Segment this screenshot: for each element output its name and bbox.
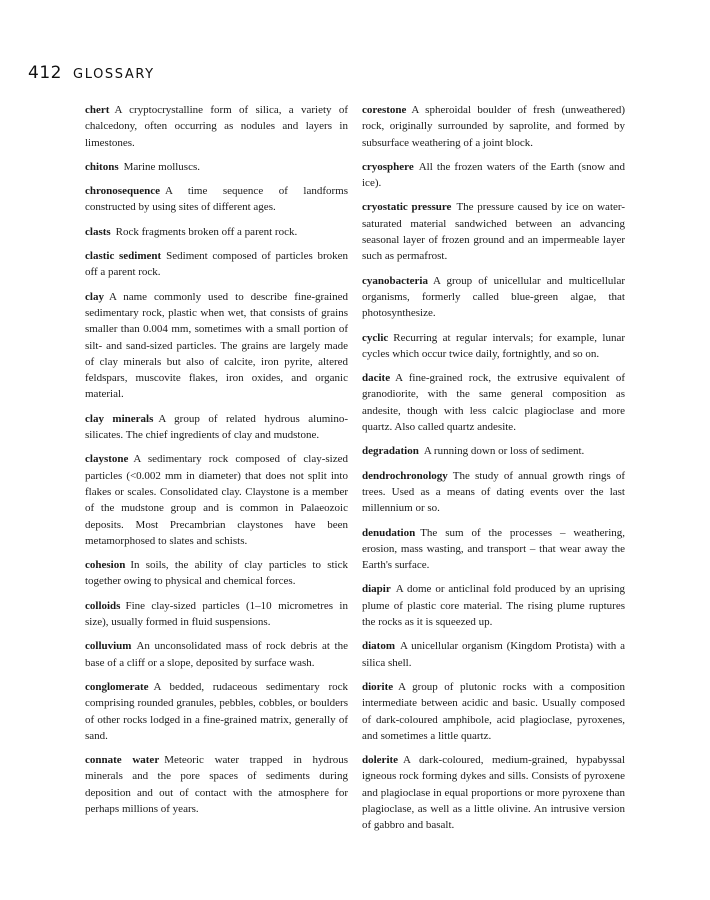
glossary-entry — [362, 370, 625, 435]
entry-term: conglomerate — [85, 680, 149, 693]
entry-definition: A dark-coloured, medium-grained, hypabyssal igneous rock forming dykes and sills. Consists of pyroxene and plagioclase in equal proportions or more pyroxene than plagioclase, as well as a little olivine. An intrusive version of gabbro and basalt. — [362, 754, 625, 832]
glossary-entry — [362, 159, 625, 192]
glossary-entry — [362, 199, 625, 264]
entry-term: chronosequence — [85, 185, 160, 198]
entry-term: clay — [85, 290, 104, 303]
entry-term: cohesion — [85, 559, 126, 572]
glossary-entry — [362, 638, 625, 671]
entry-definition: A spheroidal boulder of fresh (unweathered) rock, originally surrounded by saprolite, and formed by subsurface weathering of a joint block. — [362, 104, 625, 149]
glossary-entry — [85, 557, 348, 590]
glossary-entry — [85, 638, 348, 671]
entry-definition: The study of annual growth rings of trees. Used as a means of dating events over the last millennium or so. — [362, 469, 625, 515]
entry-definition: Sediment composed of particles broken off a parent rock. — [85, 250, 349, 279]
entry-definition: A time sequence of landforms constructed by using sites of different ages. — [85, 185, 348, 214]
glossary-entry — [362, 443, 625, 459]
entry-term: corestone — [362, 104, 407, 116]
entry-term: diorite — [362, 680, 394, 693]
entry-term: clay minerals — [85, 412, 154, 425]
entry-definition: A group of unicellular and multicellular organisms, formerly called blue-green algae, that photosynthesize. — [362, 274, 625, 320]
entry-definition: Recurring at regular intervals; for example, lunar cycles which occur twice daily, fortnightly, and so on. — [362, 331, 625, 360]
entry-definition: Rock fragments broken off a parent rock. — [115, 225, 298, 238]
entry-term: connate water — [85, 754, 160, 767]
entry-term: cyclic — [362, 331, 389, 344]
entry-term: chitons — [85, 160, 119, 173]
entry-term: dendrochronology — [362, 469, 448, 482]
entry-term: clastic sediment — [85, 250, 162, 263]
entry-definition: A bedded, rudaceous sedimentary rock comprising rounded granules, pebbles, cobbles, or boulders of other rocks lodged in a fine-grained matrix, generally of sand. — [85, 680, 348, 742]
glossary-entry — [85, 752, 348, 817]
entry-term: colloids — [85, 599, 121, 612]
entry-term: clasts — [85, 225, 111, 238]
entry-term: colluvium — [85, 640, 132, 653]
entry-term: chert — [85, 104, 110, 116]
entry-term: cyanobacteria — [362, 274, 428, 287]
glossary-entry — [85, 183, 348, 216]
glossary-entry — [362, 581, 625, 630]
glossary-entry — [85, 224, 348, 240]
glossary-entry — [362, 525, 625, 574]
entry-term: diapir — [362, 583, 391, 596]
running-head: GLOSSARY — [73, 67, 155, 82]
glossary-entry — [362, 679, 625, 744]
glossary-entry — [85, 679, 348, 744]
entry-definition: In soils, the ability of clay particles to stick together owing to physical and chemical forces. — [85, 559, 348, 588]
entry-definition: All the frozen waters of the Earth (snow and ice). — [362, 160, 625, 190]
entry-definition: The pressure caused by ice on water-saturated material sandwiched between an advancing seasonal layer of frozen ground and an impermeable layer such as permafrost. — [362, 201, 625, 263]
page-header — [28, 63, 155, 83]
entry-definition: A running down or loss of sediment. — [423, 445, 585, 458]
entry-term: denudation — [362, 526, 416, 539]
entry-definition: Marine molluscs. — [123, 160, 201, 173]
right-column — [362, 102, 625, 842]
glossary-entry — [85, 248, 348, 281]
entry-definition: A name commonly used to describe fine-grained sedimentary rock, plastic when wet, that consists of grains smaller than 0.004 mm, sometimes with a small portion of silt- and sand-sized particles. The grains are largely made of clay minerals but also of calcite, iron pyrite, altered feldspars, muscovite flakes, iron oxides, and organic material. — [85, 290, 348, 401]
glossary-entry — [362, 273, 625, 322]
entry-definition: A group of plutonic rocks with a composition intermediate between acidic and basic. Usually composed of dark-coloured amphibole, acid plagioclase, pyroxenes, and sometimes a little quartz. — [362, 680, 625, 742]
entry-definition: A sedimentary rock composed of clay-sized particles (<0.002 mm in diameter) that does not split into flakes or scales. Consolidated clay. Claystone is a member of the mudstone group and is common in Palaeozoic deposits. Most Precambrian claystones have been metamorphosed to slates and schists. — [85, 453, 348, 547]
entry-definition: A fine-grained rock, the extrusive equivalent of granodiorite, with the same general composition as andesite, though with less calcic plagioclase and more quartz. Also called quartz andesite. — [362, 372, 625, 434]
glossary-entry — [85, 411, 348, 444]
glossary-entry — [362, 102, 625, 151]
entry-definition: An unconsolidated mass of rock debris at the base of a cliff or a slope, deposited by surface wash. — [85, 640, 348, 669]
entry-term: dacite — [362, 372, 391, 385]
entry-term: degradation — [362, 445, 419, 458]
entry-term: diatom — [362, 640, 395, 653]
entry-term: cryosphere — [362, 160, 414, 173]
entry-definition: A unicellular organism (Kingdom Protista) with a silica shell. — [362, 640, 625, 669]
glossary-entry — [362, 752, 625, 833]
glossary-entry — [85, 159, 348, 175]
entry-term: cryostatic pressure — [362, 201, 452, 214]
entry-definition: Fine clay-sized particles (1–10 micrometres in size), usually formed in fluid suspensions. — [85, 599, 348, 629]
left-column — [85, 102, 348, 825]
entry-definition: Meteoric water trapped in hydrous minerals and the pore spaces of sediments during deposition and out of contact with the atmosphere for perhaps millions of years. — [85, 754, 348, 815]
glossary-entry — [85, 598, 348, 631]
entry-definition: A dome or anticlinal fold produced by an uprising plume of plastic core material. The rising plume ruptures the rocks as it is squeezed up. — [362, 583, 625, 629]
glossary-entry — [85, 451, 348, 549]
glossary-entry — [362, 330, 625, 363]
glossary-entry — [85, 289, 348, 403]
entry-term: dolerite — [362, 754, 399, 767]
glossary-entry — [85, 102, 348, 151]
glossary-entry — [362, 468, 625, 517]
entry-definition: A group of related hydrous alumino-silicates. The chief ingredients of clay and mudstone. — [85, 412, 348, 442]
page-number: 412 — [28, 63, 62, 83]
entry-definition: The sum of the processes – weathering, erosion, mass wasting, and transport – that wear away the Earth's surface. — [362, 526, 625, 572]
entry-definition: A cryptocrystalline form of silica, a variety of chalcedony, often occurring as nodules and layers in limestones. — [85, 104, 348, 149]
entry-term: claystone — [85, 453, 129, 466]
